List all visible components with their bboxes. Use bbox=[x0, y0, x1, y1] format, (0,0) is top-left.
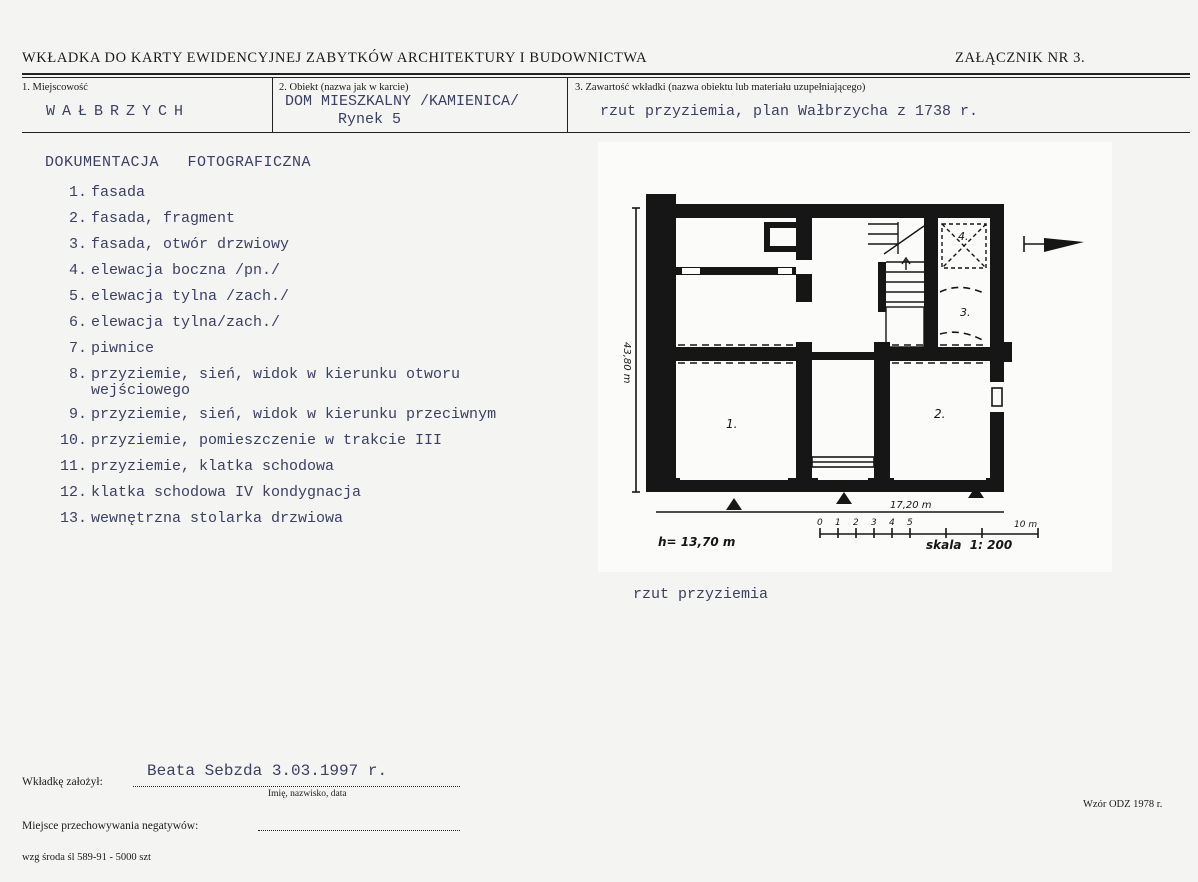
field-divider-2 bbox=[567, 77, 568, 132]
scale-tick-label: 2 bbox=[853, 518, 859, 528]
landing bbox=[886, 307, 924, 347]
scale-tick-label: 3 bbox=[871, 518, 877, 528]
locality-value: WAŁBRZYCH bbox=[46, 103, 191, 120]
header-rule-second bbox=[22, 77, 1190, 78]
scale-tick-label: 1 bbox=[835, 518, 841, 528]
list-item: 9. przyziemie, sień, widok w kierunku przeciwnym bbox=[68, 406, 497, 423]
list-item: 3. fasada, otwór drzwiowy bbox=[68, 236, 290, 253]
stair-wall bbox=[878, 262, 886, 312]
scale-label: skala 1: 200 bbox=[926, 538, 1013, 552]
room4-label: 4. bbox=[958, 230, 969, 243]
form-model: Wzór ODZ 1978 r. bbox=[1083, 799, 1163, 810]
entrance-gap bbox=[818, 476, 868, 480]
print-info: wzg środa śl 589-91 - 5000 szt bbox=[22, 852, 151, 863]
staircase bbox=[868, 222, 924, 347]
list-item: 13. wewnętrzna stolarka drzwiowa bbox=[59, 510, 344, 527]
opening bbox=[796, 302, 812, 342]
opening bbox=[778, 268, 792, 274]
list-item: 8. przyziemie, sień, widok w kierunku otworu wejściowego bbox=[68, 366, 461, 399]
list-item: 12. klatka schodowa IV kondygnacja bbox=[59, 484, 362, 501]
list-item: 10. przyziemie, pomieszczenie w trakcie III bbox=[59, 432, 443, 449]
documentation-list bbox=[55, 180, 611, 532]
object-value-line2: Rynek 5 bbox=[338, 111, 402, 128]
list-item: 4. elewacja boczna /pn./ bbox=[68, 262, 281, 279]
inner-wall-b bbox=[874, 342, 890, 478]
depth-label: 43,80 m bbox=[621, 342, 632, 384]
stair-rail bbox=[884, 226, 924, 254]
north-arrow-icon bbox=[1044, 238, 1084, 252]
vault-arc bbox=[940, 287, 986, 294]
window-gap bbox=[680, 476, 788, 480]
cross-wall-2 bbox=[676, 347, 796, 361]
plan-caption: rzut przyziemia bbox=[633, 586, 769, 603]
entrance-marker bbox=[836, 492, 852, 504]
niche-bottom bbox=[764, 246, 796, 252]
object-value-line1: DOM MIESZKALNY /KAMIENICA/ bbox=[285, 93, 520, 110]
annex-number: ZAŁĄCZNIK NR 3. bbox=[955, 50, 1086, 66]
vault-arc bbox=[940, 332, 986, 342]
object-label: 2. Obiekt (nazwa jak w karcie) bbox=[279, 82, 409, 93]
founder-hint: Imię, nazwisko, data bbox=[268, 789, 347, 799]
locality-label: 1. Miejscowość bbox=[22, 82, 88, 93]
width-label: 17,20 m bbox=[890, 500, 932, 511]
cross-wall-3 bbox=[890, 347, 1004, 361]
height-label: h= 13,70 m bbox=[658, 535, 736, 549]
founder-label: Wkładkę założył: bbox=[22, 776, 103, 788]
room2-label: 2. bbox=[934, 407, 946, 421]
east-stub bbox=[1004, 342, 1012, 362]
opening bbox=[796, 260, 812, 274]
list-item: 2. fasada, fragment bbox=[68, 210, 236, 227]
west-wall bbox=[646, 204, 676, 492]
room1-label: 1. bbox=[726, 417, 738, 431]
inner-wall-c bbox=[924, 218, 938, 358]
storage-label: Miejsce przechowywania negatywów: bbox=[22, 820, 199, 832]
inner-wall-a bbox=[796, 218, 812, 478]
founder-value: Beata Sebzda 3.03.1997 r. bbox=[147, 762, 388, 780]
list-item: 7. piwnice bbox=[68, 340, 155, 357]
storage-dotted-line bbox=[258, 830, 460, 831]
card-title: WKŁADKA DO KARTY EWIDENCYJNEJ ZABYTKÓW ARCHITEKTURY I BUDOWNICTWA bbox=[22, 50, 648, 66]
entrance-marker bbox=[726, 498, 742, 510]
list-item: 5. elewacja tylna /zach./ bbox=[68, 288, 290, 305]
fields-rule-bottom bbox=[22, 132, 1190, 133]
content-value: rzut przyziemia, plan Wałbrzycha z 1738 r. bbox=[600, 103, 979, 120]
content-label: 3. Zawartość wkładki (nazwa obiektu lub materiału uzupełniającego) bbox=[575, 82, 866, 93]
scale-tick-label: 0 bbox=[817, 518, 823, 528]
opening bbox=[682, 268, 700, 274]
founder-dotted-line bbox=[133, 786, 460, 787]
floor-plan-drawing bbox=[598, 142, 1112, 572]
field-divider-1 bbox=[272, 77, 273, 132]
north-wall bbox=[646, 204, 1004, 218]
hall-lintel bbox=[812, 352, 874, 360]
list-item: 11. przyziemie, klatka schodowa bbox=[59, 458, 335, 475]
header-rule-top bbox=[22, 73, 1190, 75]
documentation-heading: DOKUMENTACJA FOTOGRAFICZNA bbox=[45, 154, 312, 171]
list-item: 6. elewacja tylna/zach./ bbox=[68, 314, 281, 331]
scale-tick-label: 5 bbox=[907, 518, 913, 528]
floor-plan-photo bbox=[598, 142, 1112, 572]
scale-tick-label: 4 bbox=[889, 518, 895, 528]
room3-label: 3. bbox=[960, 306, 971, 319]
scale-tick-label: 10 m bbox=[1014, 520, 1038, 530]
list-item: 1. fasada bbox=[68, 184, 146, 201]
window-gap bbox=[894, 476, 986, 480]
